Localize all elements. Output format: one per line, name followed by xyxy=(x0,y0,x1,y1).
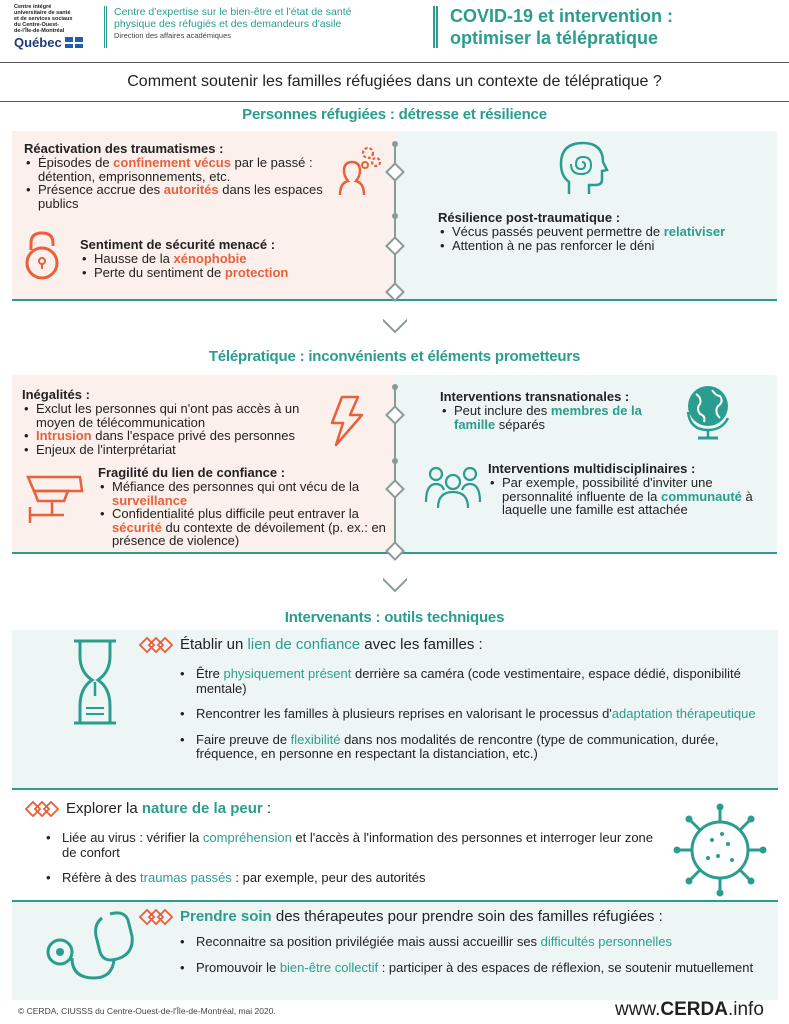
diamonds-icon xyxy=(24,801,60,817)
virus-icon xyxy=(672,802,768,898)
security-title: Sentiment de sécurité menacé : xyxy=(80,237,276,252)
list-item: • Perte du sentiment de protection xyxy=(80,266,370,280)
diamonds-icon xyxy=(138,637,174,653)
trauma-title: Réactivation des traumatismes : xyxy=(24,141,224,156)
quebec-flag-icon xyxy=(65,37,83,48)
list-item: • Vécus passés peuvent permettre de relativiser xyxy=(438,225,768,239)
logo-quebec: Québec xyxy=(14,35,62,50)
care-block xyxy=(138,908,768,986)
list-item: • Rencontrer les familles à plusieurs reprises en valorisant le processus d'adaptation thérapeutique xyxy=(172,707,768,722)
list-item: • Reconnaitre sa position privilégiée mais aussi accueillir ses difficultés personnelles xyxy=(172,935,768,950)
resilience-block xyxy=(438,210,768,252)
list-item: • Par exemple, possibilité d'inviter une personnalité influente de la communauté à laquelle une famille est attachée xyxy=(488,476,778,517)
camera-icon xyxy=(24,471,86,525)
logo-text-4: du Centre-Ouest- xyxy=(14,22,59,28)
group-icon xyxy=(424,462,482,510)
lightning-icon xyxy=(328,395,368,447)
list-item: • Peut inclure des membres de la famille séparés xyxy=(440,404,680,431)
doc-title-1: COVID-19 et intervention : xyxy=(450,6,674,26)
footer-site[interactable]: www.CERDA.info xyxy=(615,999,764,1020)
transnational-block xyxy=(440,389,680,431)
fear-block xyxy=(24,800,664,897)
list-item: • Attention à ne pas renforcer le déni xyxy=(438,239,768,253)
center-name-2: physique des réfugiés et des demandeurs d'asile xyxy=(114,18,342,30)
section3-title: Intervenants : outils techniques xyxy=(284,609,505,626)
doc-title-2: optimiser la télépratique xyxy=(450,28,659,48)
question-text: Comment soutenir les familles réfugiées dans un contexte de télépratique ? xyxy=(127,73,662,90)
trust-block xyxy=(138,636,768,773)
doc-title xyxy=(450,5,780,49)
header-divider-1 xyxy=(104,6,107,48)
section1-title: Personnes réfugiées : détresse et résilience xyxy=(242,106,547,123)
gears-head-icon xyxy=(332,143,384,198)
logo-text-5: de-l'Île-de-Montréal xyxy=(14,28,65,34)
care-lead: Prendre soin des thérapeutes pour prendre soin des familles réfugiées : xyxy=(138,908,768,925)
hourglass-icon xyxy=(72,638,118,726)
fragility-block xyxy=(98,465,386,548)
section2-title: Télépratique : inconvénients et éléments prometteurs xyxy=(208,348,581,365)
list-item: • Hausse de la xénophobie xyxy=(80,252,370,266)
list-item: • Intrusion dans l'espace privé des personnes xyxy=(22,429,332,443)
list-item: • Liée au virus : vérifier la compréhension et l'accès à l'information des personnes et interroger leur zone de confort xyxy=(38,831,664,860)
trauma-block xyxy=(24,141,344,210)
spiral-head-icon xyxy=(557,138,609,196)
multi-block xyxy=(488,461,778,517)
question-banner xyxy=(0,62,789,102)
list-item: • Être physiquement présent derrière sa caméra (code vestimentaire, espace dédié, disponibilité mentale) xyxy=(172,667,768,696)
globe-icon xyxy=(682,382,734,442)
logo-text-3: et de services sociaux xyxy=(14,16,73,22)
direction: Direction des affaires académiques xyxy=(114,31,232,40)
fear-lead: Explorer la nature de la peur : xyxy=(24,800,664,817)
center-name xyxy=(114,6,394,41)
header xyxy=(0,0,789,60)
list-item: • Exclut les personnes qui n'ont pas accès à un moyen de télécommunication xyxy=(22,402,332,429)
padlock-icon xyxy=(22,230,62,280)
list-item: • Réfère à des traumas passés : par exemple, peur des autorités xyxy=(38,871,664,886)
header-divider-2 xyxy=(433,6,438,48)
fragility-title: Fragilité du lien de confiance : xyxy=(98,465,286,480)
list-item: • Épisodes de confinement vécus par le passé : détention, emprisonnements, etc. xyxy=(24,156,344,183)
list-item: • Présence accrue des autorités dans les espaces publics xyxy=(24,183,344,210)
connector-1 xyxy=(383,136,407,346)
list-item: • Faire preuve de flexibilité dans nos modalités de rencontre (type de communication, durée, fréquence, en personne en respectant la distanciation, etc.) xyxy=(172,733,768,762)
footer-credit: © CERDA, CIUSSS du Centre-Ouest-de-l'Île-de-Montréal, mai 2020. xyxy=(18,1006,276,1016)
list-item: • Promouvoir le bien-être collectif : participer à des espaces de réflexion, se soutenir mutuellement xyxy=(172,961,768,976)
list-item: • Méfiance des personnes qui ont vécu de la surveillance xyxy=(98,480,386,507)
trust-lead: Établir un lien de confiance avec les familles : xyxy=(138,636,768,653)
logo-text-2: universitaire de santé xyxy=(14,10,71,16)
ciusss-logo xyxy=(14,4,94,50)
transnational-title: Interventions transnationales : xyxy=(440,389,630,404)
resilience-title: Résilience post-traumatique : xyxy=(438,210,621,225)
security-block xyxy=(80,237,370,279)
center-name-1: Centre d'expertise sur le bien-être et l'état de santé xyxy=(114,6,352,18)
list-item: • Enjeux de l'interprétariat xyxy=(22,443,332,457)
inequal-title: Inégalités : xyxy=(22,387,90,402)
multi-title: Interventions multidisciplinaires : xyxy=(488,461,696,476)
diamonds-icon xyxy=(138,909,174,925)
logo-text-1: Centre intégré xyxy=(14,4,52,10)
inequal-block xyxy=(22,387,332,456)
connector-2 xyxy=(383,379,407,604)
list-item: • Confidentialité plus difficile peut entraver la sécurité du contexte de dévoilement (p. ex.: en présence de violence) xyxy=(98,507,386,548)
